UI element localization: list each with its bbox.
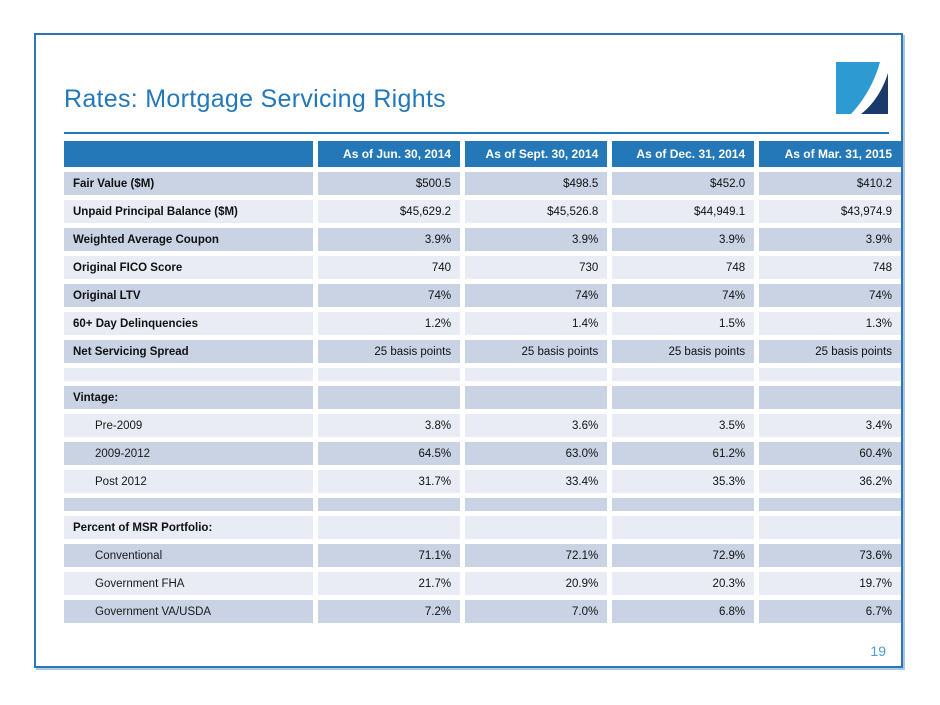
- title-underline: [64, 132, 889, 134]
- row-label: [64, 366, 316, 384]
- period-column-header: As of Sept. 30, 2014: [463, 141, 610, 170]
- cell-value: [610, 366, 757, 384]
- cell-value: 740: [316, 254, 463, 282]
- table-row: [64, 282, 901, 310]
- cell-value: 6.8%: [610, 598, 757, 624]
- cell-value: 74%: [757, 282, 901, 310]
- table-row: [64, 198, 901, 226]
- row-label: Net Servicing Spread: [64, 338, 316, 366]
- cell-value: 35.3%: [610, 468, 757, 496]
- cell-value: [757, 514, 901, 542]
- cell-value: [463, 496, 610, 514]
- row-label: Fair Value ($M): [64, 170, 316, 198]
- cell-value: $45,629.2: [316, 198, 463, 226]
- cell-value: 19.7%: [757, 570, 901, 598]
- row-label: [64, 496, 316, 514]
- cell-value: 20.3%: [610, 570, 757, 598]
- row-label: Percent of MSR Portfolio:: [64, 514, 316, 542]
- cell-value: 7.0%: [463, 598, 610, 624]
- row-label: Pre-2009: [64, 412, 316, 440]
- cell-value: 1.2%: [316, 310, 463, 338]
- cell-value: [610, 514, 757, 542]
- company-logo-icon: [836, 62, 888, 114]
- cell-value: 25 basis points: [316, 338, 463, 366]
- cell-value: 25 basis points: [757, 338, 901, 366]
- cell-value: 748: [757, 254, 901, 282]
- period-column-header: As of Jun. 30, 2014: [316, 141, 463, 170]
- row-label: Government VA/USDA: [64, 598, 316, 624]
- table-row: [64, 384, 901, 412]
- cell-value: 1.5%: [610, 310, 757, 338]
- cell-value: $45,526.8: [463, 198, 610, 226]
- table-row: [64, 468, 901, 496]
- cell-value: 3.5%: [610, 412, 757, 440]
- table-row: [64, 598, 901, 624]
- cell-value: $498.5: [463, 170, 610, 198]
- cell-value: [316, 496, 463, 514]
- metric-column-header: [64, 141, 316, 170]
- row-label: Post 2012: [64, 468, 316, 496]
- row-label: Original LTV: [64, 282, 316, 310]
- cell-value: $43,974.9: [757, 198, 901, 226]
- cell-value: 6.7%: [757, 598, 901, 624]
- cell-value: [757, 366, 901, 384]
- cell-value: [610, 496, 757, 514]
- table-row: [64, 338, 901, 366]
- cell-value: 33.4%: [463, 468, 610, 496]
- cell-value: 74%: [610, 282, 757, 310]
- cell-value: 748: [610, 254, 757, 282]
- row-label: Vintage:: [64, 384, 316, 412]
- cell-value: 3.9%: [463, 226, 610, 254]
- cell-value: 74%: [463, 282, 610, 310]
- cell-value: 20.9%: [463, 570, 610, 598]
- table-row: [64, 412, 901, 440]
- row-label: Original FICO Score: [64, 254, 316, 282]
- cell-value: 21.7%: [316, 570, 463, 598]
- cell-value: $410.2: [757, 170, 901, 198]
- cell-value: 1.3%: [757, 310, 901, 338]
- table-row: [64, 440, 901, 468]
- cell-value: $44,949.1: [610, 198, 757, 226]
- row-label: Weighted Average Coupon: [64, 226, 316, 254]
- cell-value: 3.9%: [610, 226, 757, 254]
- page-number: 19: [870, 643, 886, 659]
- cell-value: 74%: [316, 282, 463, 310]
- slide-frame: [34, 33, 903, 668]
- cell-value: $500.5: [316, 170, 463, 198]
- cell-value: [463, 366, 610, 384]
- cell-value: 3.4%: [757, 412, 901, 440]
- cell-value: 63.0%: [463, 440, 610, 468]
- cell-value: $452.0: [610, 170, 757, 198]
- table-row: [64, 542, 901, 570]
- cell-value: 25 basis points: [463, 338, 610, 366]
- cell-value: 730: [463, 254, 610, 282]
- cell-value: 73.6%: [757, 542, 901, 570]
- row-label: 2009-2012: [64, 440, 316, 468]
- cell-value: 60.4%: [757, 440, 901, 468]
- cell-value: 3.9%: [316, 226, 463, 254]
- cell-value: 71.1%: [316, 542, 463, 570]
- cell-value: [463, 384, 610, 412]
- row-label: Unpaid Principal Balance ($M): [64, 198, 316, 226]
- row-label: Conventional: [64, 542, 316, 570]
- cell-value: [316, 514, 463, 542]
- row-label: Government FHA: [64, 570, 316, 598]
- msr-table: [64, 141, 901, 623]
- cell-value: [316, 366, 463, 384]
- cell-value: [757, 384, 901, 412]
- cell-value: 1.4%: [463, 310, 610, 338]
- row-label: 60+ Day Delinquencies: [64, 310, 316, 338]
- cell-value: [757, 496, 901, 514]
- cell-value: [610, 384, 757, 412]
- table-row: [64, 226, 901, 254]
- cell-value: 72.9%: [610, 542, 757, 570]
- table-row: [64, 254, 901, 282]
- cell-value: [316, 384, 463, 412]
- cell-value: [463, 514, 610, 542]
- table-row: [64, 366, 901, 384]
- cell-value: 3.8%: [316, 412, 463, 440]
- cell-value: 31.7%: [316, 468, 463, 496]
- cell-value: 72.1%: [463, 542, 610, 570]
- table-row: [64, 514, 901, 542]
- cell-value: 3.9%: [757, 226, 901, 254]
- cell-value: 25 basis points: [610, 338, 757, 366]
- table-row: [64, 570, 901, 598]
- period-column-header: As of Mar. 31, 2015: [757, 141, 901, 170]
- cell-value: 7.2%: [316, 598, 463, 624]
- period-column-header: As of Dec. 31, 2014: [610, 141, 757, 170]
- cell-value: 36.2%: [757, 468, 901, 496]
- cell-value: 3.6%: [463, 412, 610, 440]
- cell-value: 64.5%: [316, 440, 463, 468]
- table-row: [64, 496, 901, 514]
- cell-value: 61.2%: [610, 440, 757, 468]
- slide-title: Rates: Mortgage Servicing Rights: [64, 85, 446, 113]
- table-header-row: [64, 141, 901, 170]
- table-row: [64, 310, 901, 338]
- table-row: [64, 170, 901, 198]
